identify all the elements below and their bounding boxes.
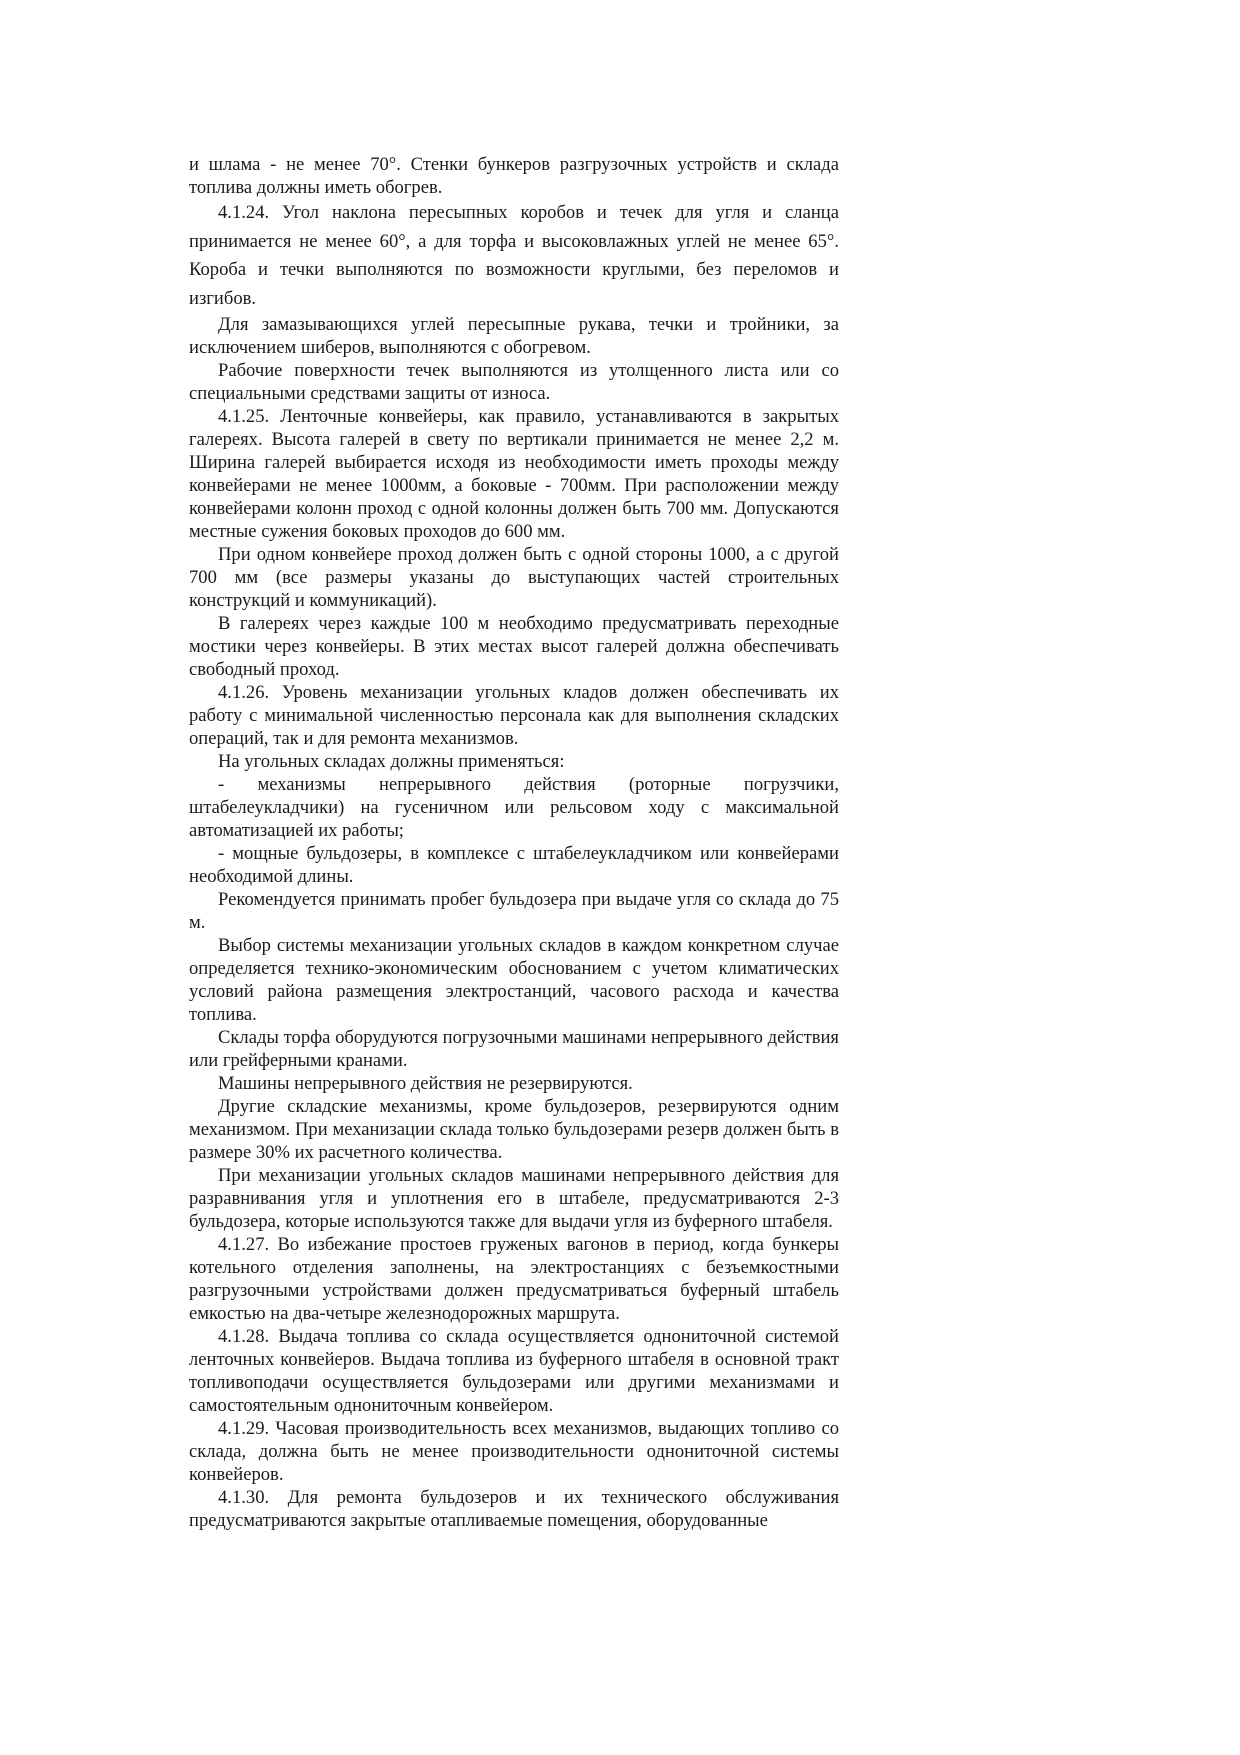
paragraph-3: Для замазывающихся углей пересыпные рукава, течки и тройники, за исключением шиберов, выполняются с обогревом. xyxy=(189,314,839,358)
list-item-2: - мощные бульдозеры, в комплексе с штабелеукладчиком или конвейерами необходимой длины. xyxy=(189,843,839,887)
list-item-1: - механизмы непрерывного действия (роторные погрузчики, штабелеукладчики) на гусеничном или рельсовом ходу с максимальной автоматизацией их работы; xyxy=(189,774,839,841)
paragraph-16: Другие складские механизмы, кроме бульдозеров, резервируются одним механизмом. При механизации склада только бульдозерами резерв должен быть в размере 30% их расчетного количества. xyxy=(189,1096,839,1163)
paragraph-13: Выбор системы механизации угольных складов в каждом конкретном случае определяется технико-экономическим обоснованием с учетом климатических условий района размещения электростанций, часового расхода и качества топлива. xyxy=(189,935,839,1025)
paragraph-4-1-28: 4.1.28. Выдача топлива со склада осуществляется однониточной системой ленточных конвейеров. Выдача топлива из буферного штабеля в основной тракт топливоподачи осуществляется бульдозерами или другими механизмами и самостоятельным однониточным конвейером. xyxy=(189,1326,839,1416)
document-body xyxy=(189,153,839,1532)
paragraph-17: При механизации угольных складов машинами непрерывного действия для разравнивания угля и уплотнения его в штабеле, предусматриваются 2-3 бульдозера, которые используются также для выдачи угля из буферного штабеля. xyxy=(189,1165,839,1232)
paragraph-7: В галереях через каждые 100 м необходимо предусматривать переходные мостики через конвейеры. В этих местах высот галерей должна обеспечивать свободный проход. xyxy=(189,613,839,680)
paragraph-4: Рабочие поверхности течек выполняются из утолщенного листа или со специальными средствами защиты от износа. xyxy=(189,360,839,404)
paragraph-12: Рекомендуется принимать пробег бульдозера при выдаче угля со склада до 75 м. xyxy=(189,889,839,933)
paragraph-9: На угольных складах должны применяться: xyxy=(218,751,565,772)
paragraph-6: При одном конвейере проход должен быть с одной стороны 1000, а с другой 700 мм (все размеры указаны до выступающих частей строительных конструкций и коммуникаций). xyxy=(189,544,839,611)
paragraph-4-1-24: 4.1.24. Угол наклона пересыпных коробов и течек для угля и сланца принимается не менее 60°, а для торфа и высоковлажных углей не менее 65°. Короба и течки выполняются по возможности круглыми, без переломов и изгибов. xyxy=(189,202,839,309)
paragraph-4-1-27: 4.1.27. Во избежание простоев груженых вагонов в период, когда бункеры котельного отделения заполнены, на электростанциях с безъемкостными разгрузочными устройствами должен предусматриваться буферный штабель емкостью на два-четыре железнодорожных маршрута. xyxy=(189,1234,839,1324)
paragraph-4-1-25: 4.1.25. Ленточные конвейеры, как правило, устанавливаются в закрытых галереях. Высота галерей в свету по вертикали принимается не менее 2,2 м. Ширина галерей выбирается исходя из необходимости иметь проходы между конвейерами не менее 1000мм, а боковые - 700мм. При расположении между конвейерами колонн проход с одной колонны должен быть 700 мм. Допускаются местные сужения боковых проходов до 600 мм. xyxy=(189,406,839,542)
paragraph-1: и шлама - не менее 70°. Стенки бункеров разгрузочных устройств и склада топлива должны иметь обогрев. xyxy=(189,154,839,198)
paragraph-15: Машины непрерывного действия не резервируются. xyxy=(218,1073,633,1094)
paragraph-4-1-26: 4.1.26. Уровень механизации угольных кладов должен обеспечивать их работу с минимальной численностью персонала как для выполнения складских операций, так и для ремонта механизмов. xyxy=(189,682,839,749)
paragraph-4-1-30: 4.1.30. Для ремонта бульдозеров и их технического обслуживания предусматриваются закрытые отапливаемые помещения, оборудованные xyxy=(189,1487,839,1531)
paragraph-4-1-29: 4.1.29. Часовая производительность всех механизмов, выдающих топливо со склада, должна быть не менее производительности однониточной системы конвейеров. xyxy=(189,1418,839,1485)
paragraph-14: Склады торфа оборудуются погрузочными машинами непрерывного действия или грейферными кранами. xyxy=(189,1027,839,1071)
